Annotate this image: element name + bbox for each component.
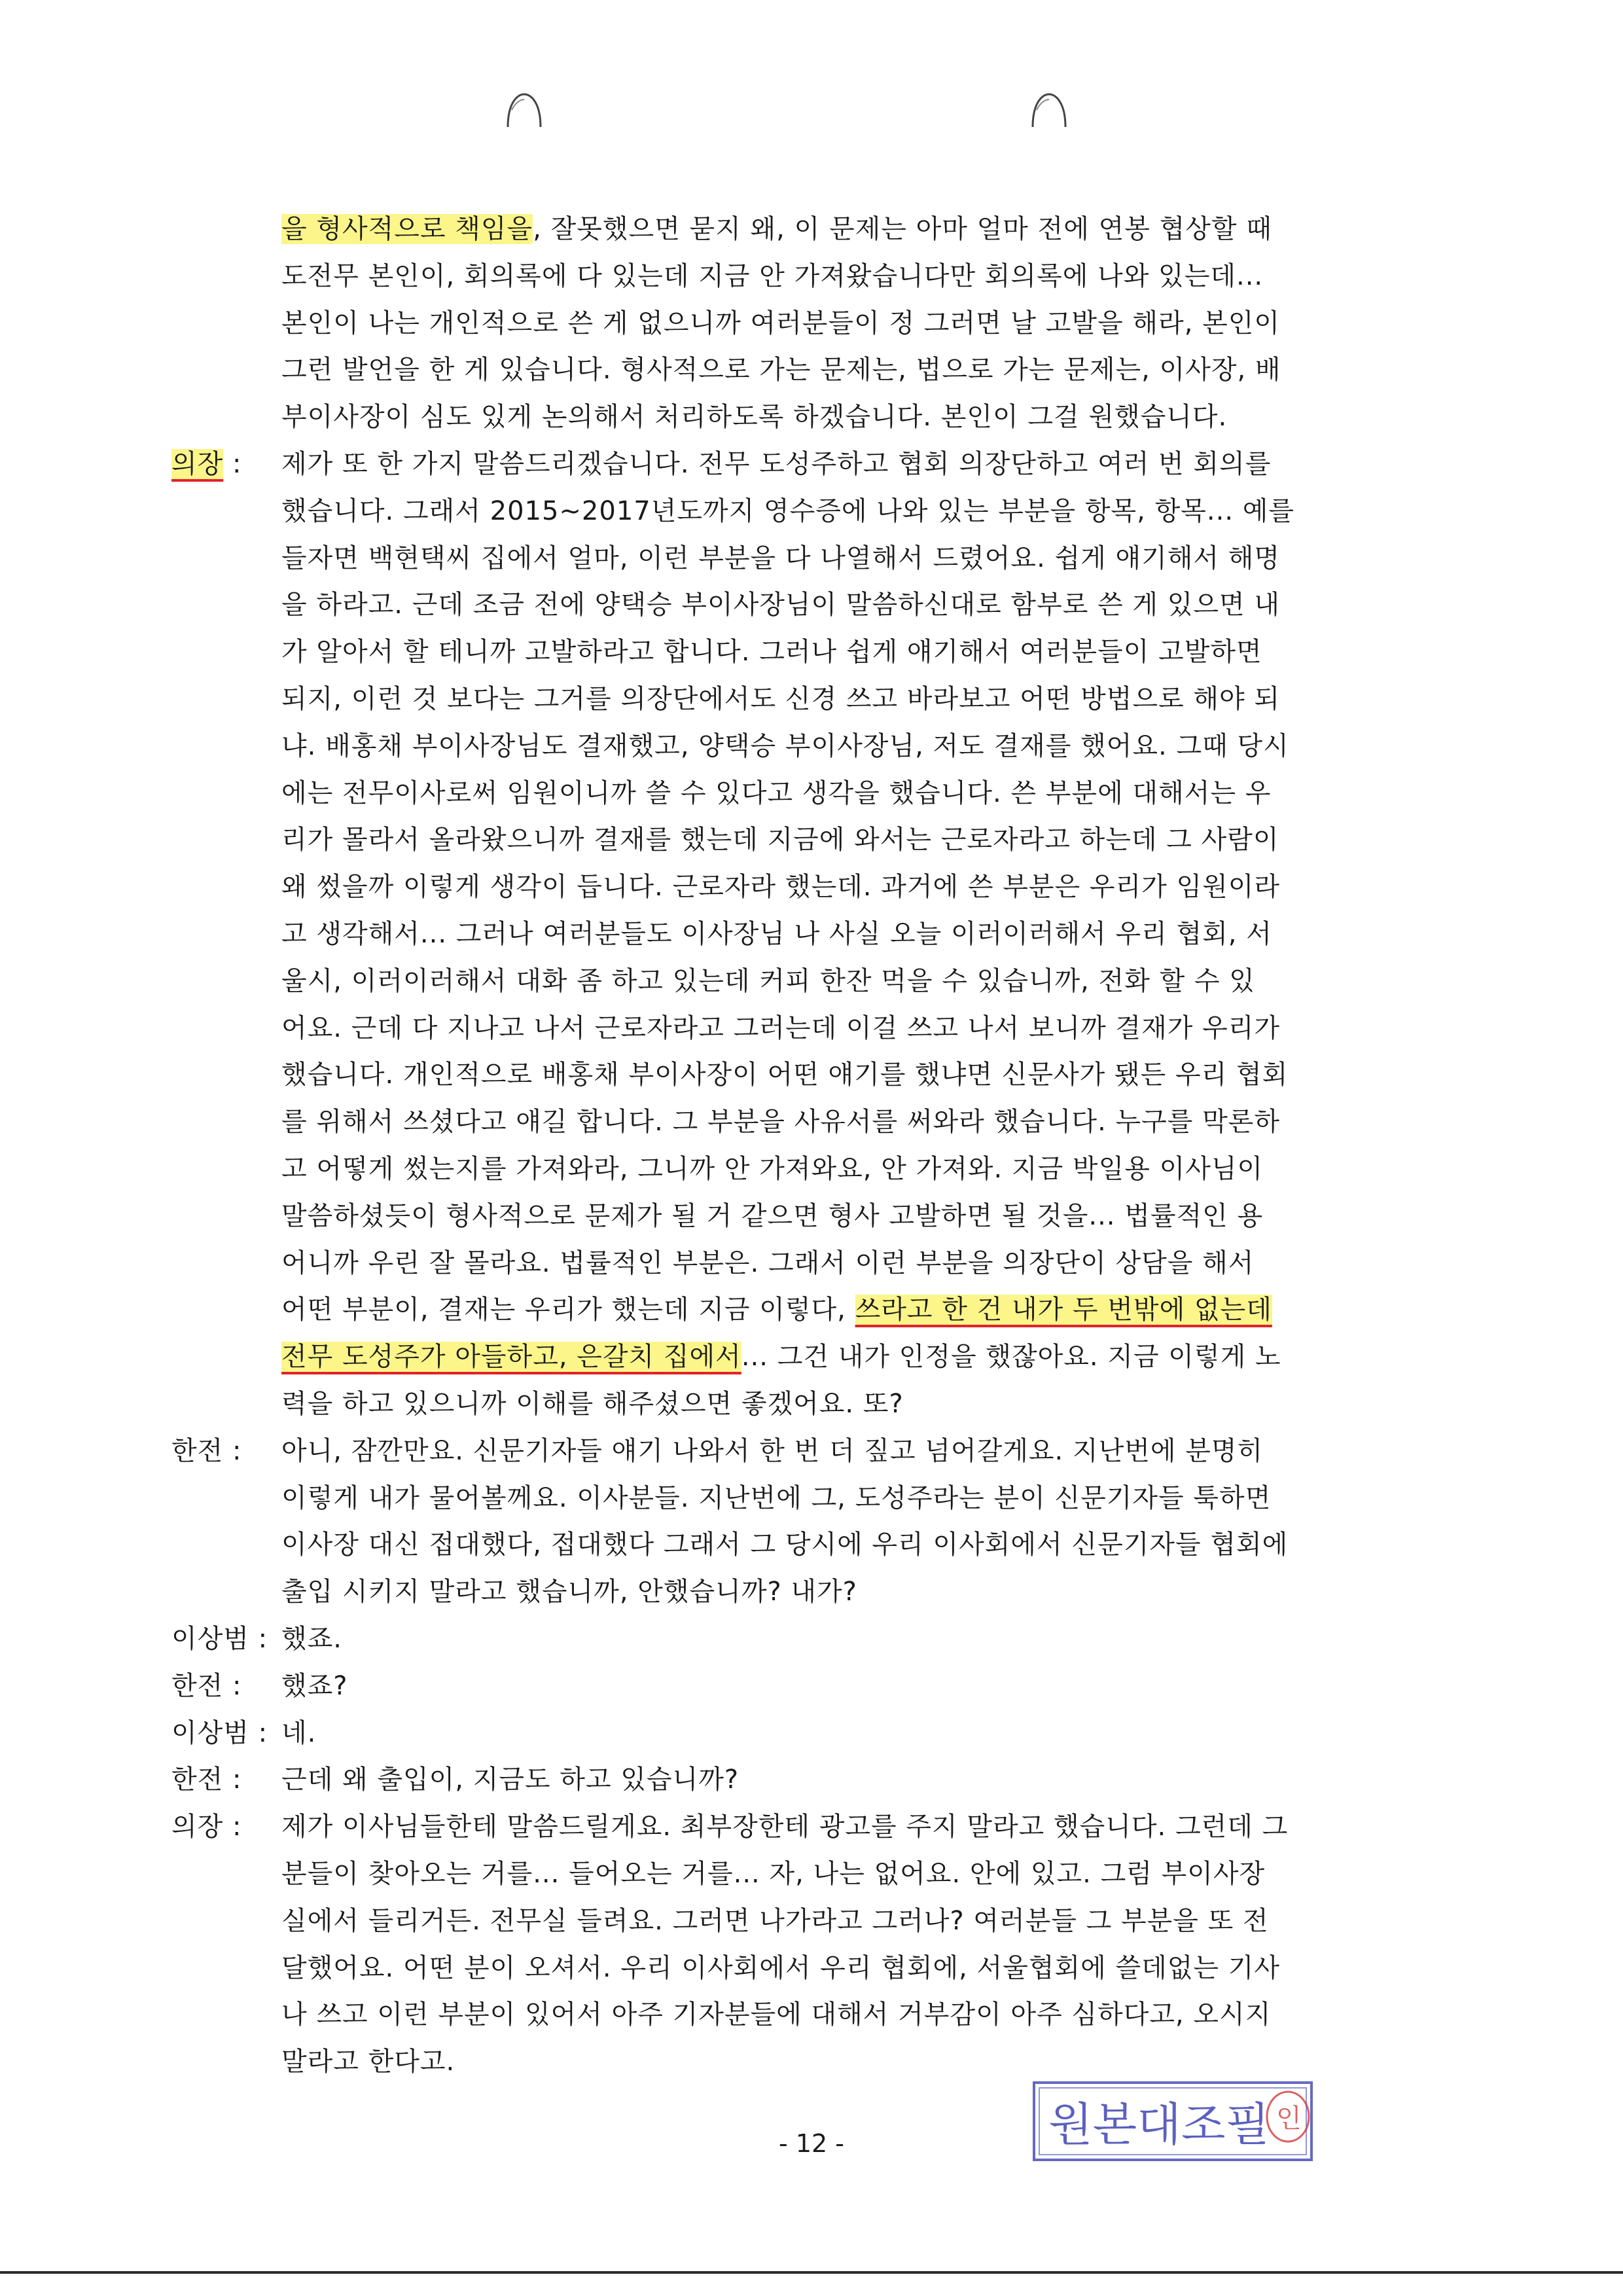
transcript-line bbox=[281, 258, 1263, 295]
speaker-label bbox=[171, 1715, 268, 1751]
line-text: 어떤 부분이, 결재는 우리가 했는데 지금 이렇다, bbox=[281, 1295, 855, 1325]
line-text: 분들이 찾아오는 거를... 들어오는 거를... 자, 나는 없어요. 안에 있고. 그럼 부이사장 bbox=[281, 1859, 1266, 1889]
transcript-line bbox=[281, 1056, 1288, 1093]
line-text: 을 하라고. 근데 조금 전에 양택승 부이사장님이 말씀하신대로 함부로 쓴 게 있으면 내 bbox=[281, 590, 1281, 620]
speaker-label bbox=[171, 1808, 241, 1845]
line-text: 달했어요. 어떤 분이 오셔서. 우리 이사회에서 우리 협회에, 서울협회에 쓸데없는 기사 bbox=[281, 1953, 1281, 1983]
line-text: 들자면 백현택씨 집에서 얼마, 이런 부분을 다 나열해서 드렸어요. 쉽게 얘기해서 해명 bbox=[281, 543, 1281, 573]
transcript-line bbox=[281, 1198, 1263, 1234]
transcript-line bbox=[281, 821, 1279, 858]
speaker-name: 의장 bbox=[171, 1812, 224, 1842]
speaker-label bbox=[171, 1433, 241, 1469]
line-text: 도전무 본인이, 회의록에 다 있는데 지금 안 가져왔습니다만 회의록에 나와 있는데... bbox=[281, 261, 1264, 291]
line-text: 나 쓰고 이런 부분이 있어서 아주 기자분들에 대해서 거부감이 아주 심하다고, 오시지 bbox=[281, 2000, 1272, 2030]
line-text: 부이사장이 심도 있게 논의해서 처리하도록 하겠습니다. 본인이 그걸 원했습니다. bbox=[281, 402, 1228, 432]
line-text: 아니, 잠깐만요. 신문기자들 얘기 나와서 한 번 더 짚고 넘어갈게요. 지난번에 분명히 bbox=[281, 1436, 1264, 1466]
transcript-line bbox=[281, 775, 1271, 812]
line-text: 이사장 대신 접대했다, 접대했다 그래서 그 당시에 우리 이사회에서 신문기자들 협회에 bbox=[281, 1530, 1289, 1560]
line-text: 했습니다. 개인적으로 배홍채 부이사장이 어떤 얘기를 했냐면 신문사가 됐든 우리 협회 bbox=[281, 1060, 1289, 1090]
speaker-label bbox=[171, 1621, 268, 1657]
transcript-line bbox=[281, 1386, 904, 1422]
page-number: - 12 - bbox=[779, 2129, 844, 2158]
transcript-line bbox=[281, 681, 1280, 717]
transcript-line bbox=[281, 1856, 1265, 1892]
transcript-line bbox=[281, 586, 1280, 623]
transcript-line bbox=[281, 1621, 342, 1657]
speaker-name: 한전 bbox=[171, 1436, 224, 1466]
speaker-label bbox=[171, 446, 241, 482]
line-text: 했죠? bbox=[281, 1671, 348, 1701]
transcript-line bbox=[281, 1245, 1254, 1282]
transcript-line bbox=[281, 1668, 348, 1704]
line-text: 했습니다. 그래서 2015~2017년도까지 영수증에 나와 있는 부분을 항목, 항목... 예를 bbox=[281, 496, 1295, 526]
speaker-colon: : bbox=[223, 1765, 242, 1795]
speaker-name: 한전 bbox=[171, 1765, 224, 1795]
transcript-line bbox=[281, 1433, 1263, 1469]
line-text: 말라고 한다고. bbox=[281, 2047, 455, 2077]
speaker-label bbox=[171, 1668, 241, 1704]
speaker-colon: : bbox=[223, 1436, 242, 1466]
speaker-colon: : bbox=[249, 1624, 268, 1654]
line-text: 네. bbox=[281, 1718, 317, 1748]
line-text: 이렇게 내가 물어볼께요. 이사분들. 지난번에 그, 도성주라는 분이 신문기자들 툭하면 bbox=[281, 1483, 1272, 1513]
line-text: 어요. 근데 다 지나고 나서 근로자라고 그러는데 이걸 쓰고 나서 보니까 결재가 우리가 bbox=[281, 1013, 1281, 1043]
verification-stamp bbox=[1029, 2075, 1317, 2166]
seal-text: 인 bbox=[1276, 2104, 1302, 2134]
transcript-line bbox=[281, 493, 1294, 529]
transcript-line bbox=[281, 1903, 1269, 1939]
punch-hole-icon bbox=[504, 90, 544, 131]
speaker-name: 이상범 bbox=[171, 1624, 249, 1654]
transcript-line bbox=[281, 351, 1281, 388]
transcript-line bbox=[281, 2043, 455, 2080]
speaker-name: 의장 bbox=[171, 449, 224, 479]
transcript-line bbox=[281, 1526, 1288, 1563]
highlighted-text: 을 형사적으로 책임을 bbox=[281, 214, 533, 244]
transcript-line bbox=[281, 1573, 857, 1610]
highlighted-text: 쓰라고 한 건 내가 두 번밖에 없는데 bbox=[855, 1295, 1272, 1325]
speaker-colon: : bbox=[223, 1671, 242, 1701]
line-text: , 잘못했으면 묻지 왜, 이 문제는 아마 얼마 전에 연봉 협상할 때 bbox=[533, 214, 1272, 244]
line-text: 고 생각해서... 그러나 여러분들도 이사장님 나 사실 오늘 이러이러해서 우리 협회, 서 bbox=[281, 919, 1272, 949]
speaker-colon: : bbox=[223, 449, 242, 479]
transcript-line bbox=[281, 1338, 1281, 1375]
transcript-line bbox=[281, 1151, 1263, 1187]
line-text: 제가 또 한 가지 말씀드리겠습니다. 전무 도성주하고 협회 의장단하고 여러 번 회의를 bbox=[281, 449, 1272, 479]
transcript-line bbox=[281, 963, 1255, 999]
line-text: 력을 하고 있으니까 이해를 해주셨으면 좋겠어요. 또? bbox=[281, 1389, 904, 1419]
line-text: 출입 시키지 말라고 했습니까, 안했습니까? 내가? bbox=[281, 1577, 857, 1607]
transcript-line bbox=[281, 305, 1280, 342]
line-text: 근데 왜 출입이, 지금도 하고 있습니까? bbox=[281, 1765, 740, 1795]
transcript-line bbox=[281, 1010, 1280, 1047]
transcript-line bbox=[281, 540, 1280, 577]
line-text: 가 알아서 할 테니까 고발하라고 합니다. 그러나 쉽게 얘기해서 여러분들이 고발하면 bbox=[281, 637, 1262, 667]
transcript-line bbox=[281, 1291, 1272, 1328]
line-text: ... 그건 내가 인정을 했잖아요. 지금 이렇게 노 bbox=[741, 1342, 1281, 1372]
transcript-line bbox=[281, 916, 1272, 952]
line-text: 에는 전무이사로써 임원이니까 쓸 수 있다고 생각을 했습니다. 쓴 부분에 대해서는 우 bbox=[281, 778, 1272, 808]
punch-hole-icon bbox=[1029, 90, 1069, 131]
transcript-line bbox=[281, 211, 1272, 247]
line-text: 되지, 이런 것 보다는 그거를 의장단에서도 신경 쓰고 바라보고 어떤 방법으로 해야 되 bbox=[281, 684, 1281, 714]
transcript-line bbox=[281, 1715, 316, 1751]
line-text: 울시, 이러이러해서 대화 좀 하고 있는데 커피 한잔 먹을 수 있습니까, 전화 할 수 있 bbox=[281, 966, 1255, 996]
speaker-name: 이상범 bbox=[171, 1718, 249, 1748]
transcript-line bbox=[281, 869, 1280, 905]
transcript-line bbox=[281, 1103, 1280, 1140]
line-text: 를 위해서 쓰셨다고 얘길 합니다. 그 부분을 사유서를 써와라 했습니다. 누구를 막론하 bbox=[281, 1107, 1281, 1137]
transcript-line bbox=[281, 1480, 1271, 1516]
transcript-line bbox=[281, 728, 1289, 764]
line-text: 본인이 나는 개인적으로 쓴 게 없으니까 여러분들이 정 그러면 날 고발을 해라, 본인이 bbox=[281, 308, 1281, 338]
line-text: 말씀하셨듯이 형사적으로 문제가 될 거 같으면 형사 고발하면 될 것을... 법률적인 용 bbox=[281, 1201, 1264, 1231]
line-text: 그런 발언을 한 게 있습니다. 형사적으로 가는 문제는, 법으로 가는 문제는, 이사장, 배 bbox=[281, 355, 1281, 385]
speaker-colon: : bbox=[249, 1718, 268, 1748]
speaker-name: 한전 bbox=[171, 1671, 224, 1701]
line-text: 리가 몰라서 올라왔으니까 결재를 했는데 지금에 와서는 근로자라고 하는데 그 사람이 bbox=[281, 825, 1279, 855]
transcript-line bbox=[281, 446, 1271, 482]
transcript-line bbox=[281, 1761, 739, 1798]
transcript-line bbox=[281, 1996, 1271, 2033]
transcript-line bbox=[281, 399, 1227, 435]
line-text: 제가 이사님들한테 말씀드릴게요. 최부장한테 광고를 주지 말라고 했습니다. 그런데 그 bbox=[281, 1812, 1289, 1842]
line-text: 했죠. bbox=[281, 1624, 342, 1654]
line-text: 실에서 들리거든. 전무실 들려요. 그러면 나가라고 그러나? 여러분들 그 부분을 또 전 bbox=[281, 1906, 1269, 1936]
line-text: 왜 썼을까 이렇게 생각이 듭니다. 근로자라 했는데. 과거에 쓴 부분은 우리가 임원이라 bbox=[281, 872, 1281, 902]
stamp-text: 원본대조필 bbox=[1048, 2098, 1270, 2151]
highlighted-text: 전무 도성주가 아들하고, 은갈치 집에서 bbox=[281, 1342, 741, 1372]
page-divider bbox=[0, 2271, 1623, 2274]
transcript-line bbox=[281, 1808, 1288, 1845]
speaker-label bbox=[171, 1761, 241, 1798]
line-text: 고 어떻게 썼는지를 가져와라, 그니까 안 가져와요, 안 가져와. 지금 박일용 이사님이 bbox=[281, 1154, 1264, 1184]
line-text: 어니까 우린 잘 몰라요. 법률적인 부분은. 그래서 이런 부분을 의장단이 상담을 해서 bbox=[281, 1248, 1255, 1278]
transcript-line bbox=[281, 634, 1262, 670]
line-text: 냐. 배홍채 부이사장님도 결재했고, 양택승 부이사장님, 저도 결재를 했어요. 그때 당시 bbox=[281, 731, 1289, 761]
speaker-colon: : bbox=[223, 1812, 242, 1842]
transcript-line bbox=[281, 1950, 1280, 1986]
